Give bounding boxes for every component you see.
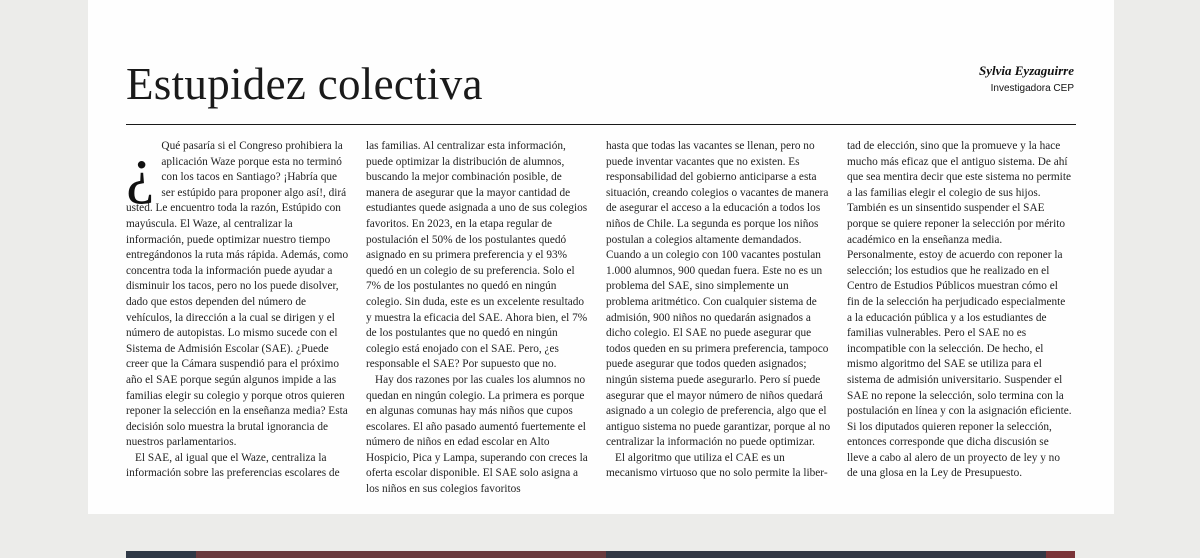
next-page-strip <box>196 551 606 558</box>
next-page-strip <box>1046 551 1075 558</box>
author-name: Sylvia Eyzaguirre <box>979 63 1074 78</box>
author-role: Investigadora CEP <box>990 83 1074 94</box>
paragraph: Qué pasaría si el Congreso prohibiera la aplicación Waze porque esta no terminó con los tacos en Santiago? ¡Habría que ser estúpido para proponer algo así!, dirá usted. Le encuentro toda la razón, Estúpido con mayúscula. El Waze, al centralizar la información, puede optimizar nuestro tiempo entregándonos la ruta más rápida. Además, como concentra toda la información puede ayudar a disminuir los tacos, pero no los puede disolver, dado que estos dependen del número de vehículos, la dirección a la cual se dirigen y el número de autopistas. Lo mismo sucede con el Sistema de Admisión Escolar (SAE). ¿Puede creer que la Cámara suspendió para el próximo año el SAE porque según algunos impide a las familias elegir su colegio y porque otros quieren reponer la selección en la enseñanza media? Esta decisión solo muestra la brutal ignorancia de nuestros parlamentarios. <box>126 140 349 449</box>
byline <box>979 62 1074 97</box>
paragraph: Hay dos razones por las cuales los alumnos no quedan en ningún colegio. La primera es porque en algunas comunas hay más niños que cupos escolares. El año pasado aumentó fuertemente el número de niños en edad escolar en Alto Hospicio, Pica y Lampa, superando con creces la oferta escolar disponible. El SAE solo asigna a los niños en sus colegios favoritos <box>366 373 588 496</box>
paragraph: hasta que todas las vacantes se llenan, pero no puede inventar vacantes que no existen. Es responsabilidad del gobierno anticiparse a esta situación, creando colegios o vacantes de manera de asegurar el acceso a la educación a todos los niños de Chile. La segunda es porque los niños postulan a colegios altamente demandados. Cuando a un colegio con 100 vacantes postulan 1.000 alumnos, 900 quedan fuera. Este no es un problema del SAE, sino simplemente un problema aritmético. Con cualquier sistema de admisión, 900 niños no quedarán asignados a dicho colegio. El SAE no puede asegurar que todos queden en su primera preferencia, tampoco puede asegurar que todos queden asignados; ningún sistema puede asegurarlo. Pero sí puede asegurar que el mayor número de niños quedará asignado a un colegio de preferencia, algo que el antiguo sistema no puede garantizar, porque al no centralizar la información no puede optimizar. <box>606 140 831 449</box>
next-page-strip <box>606 551 1046 558</box>
article-column-4 <box>847 139 1073 482</box>
article-headline: Estupidez colectiva <box>126 59 483 109</box>
header-rule <box>126 124 1076 125</box>
paragraph: las familias. Al centralizar esta información, puede optimizar la distribución de alumnos, buscando la mejor combinación posible, de manera de asegurar que la mayor cantidad de estudiantes quede asignada a uno de sus colegios favoritos. En 2023, en la etapa regular de postulación el 50% de los postulantes quedó asignado en su primera preferencia y el 93% quedó en un colegio de su preferencia. Solo el 7% de los postulantes no quedó en ningún colegio. Sin duda, este es un excelente resultado y muestra la eficacia del SAE. Ahora bien, el 7% de los postulantes que no quedó en ningún colegio está enojado con el SAE. Pero, ¿es responsable el SAE? Por supuesto que no. <box>366 140 588 371</box>
next-page-strip <box>126 551 196 558</box>
drop-cap: ¿ <box>126 134 155 205</box>
paragraph: tad de elección, sino que la promueve y la hace mucho más eficaz que el antiguo sistema. De ahí que sea mentira decir que este sistema no permite a las familias elegir el colegio de sus hijos. También es un sinsentido suspender el SAE porque se quiere reponer la selección por mérito académico en la enseñanza media. Personalmente, estoy de acuerdo con reponer la selección; los estudios que he realizado en el Centro de Estudios Públicos muestran cómo el fin de la selección ha perjudicado especialmente a la educación pública y a los estudiantes de familias vulnerables. Pero el SAE no es incompatible con la selección. De hecho, el mismo algoritmo del SAE se utiliza para el sistema de admisión universitario. Suspender el SAE no repone la selección, solo termina con la postulación en línea y con la asignación eficiente. Si los diputados quieren reponer la selección, entonces corresponde que dicha discusión se lleve a cabo al alero de un proyecto de ley y no de una glosa en la Ley de Presupuesto. <box>847 140 1072 480</box>
article-column-2 <box>366 139 592 498</box>
article-column-3 <box>606 139 832 482</box>
paragraph: El SAE, al igual que el Waze, centraliza la información sobre las preferencias escolares de <box>126 451 340 480</box>
article-column-1 <box>126 134 352 482</box>
paragraph: El algoritmo que utiliza el CAE es un mecanismo virtuoso que no solo permite la liber- <box>606 451 828 480</box>
